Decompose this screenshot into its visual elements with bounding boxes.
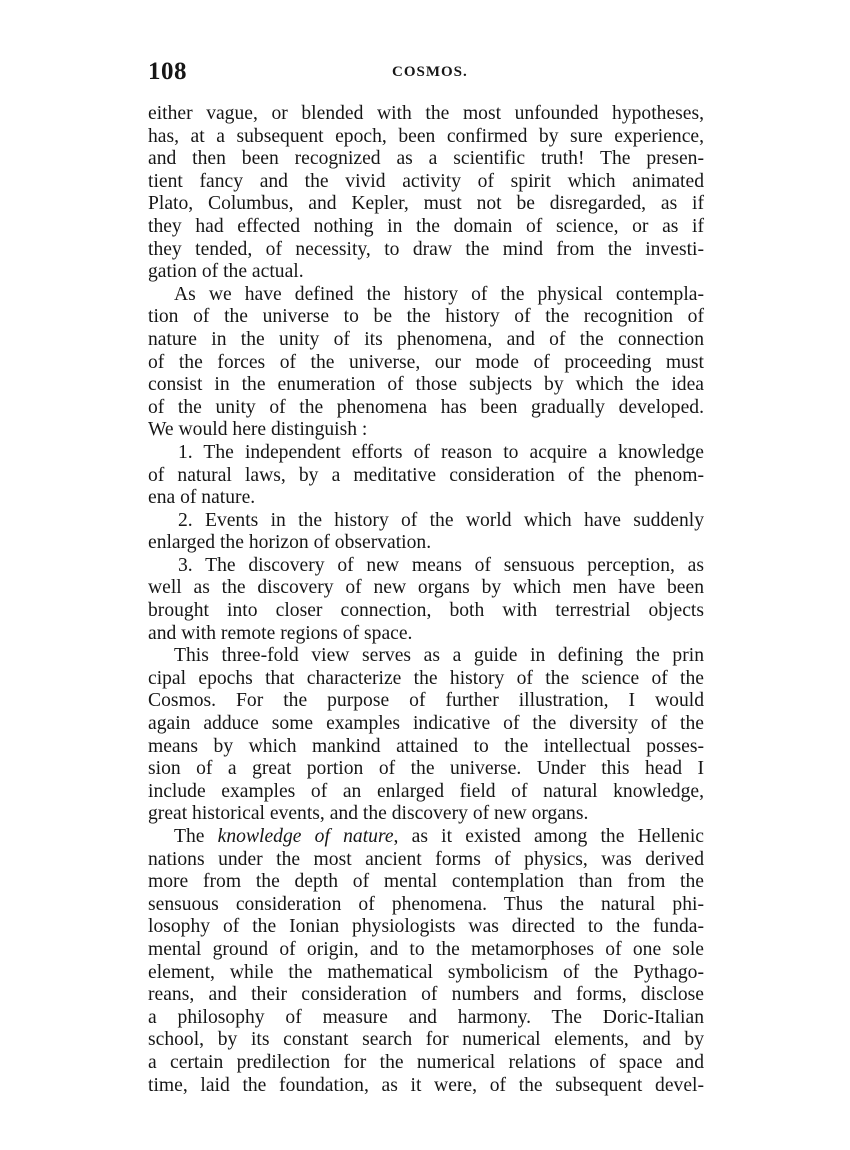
text-fragment: The	[174, 826, 218, 847]
text-line: 2. Events in the history of the world which have suddenly	[178, 509, 704, 531]
text-line: mental ground of origin, and to the metamorphoses of one sole	[148, 938, 704, 960]
text-line: sion of a great portion of the universe. Under this head I	[148, 758, 704, 780]
text-line: great historical events, and the discovery of new organs.	[148, 803, 589, 825]
text-line: of natural laws, by a meditative consideration of the phenom-	[148, 464, 704, 486]
text-line: and then been recognized as a scientific truth! The presen-	[148, 148, 704, 170]
text-line: has, at a subsequent epoch, been confirmed by sure experience,	[148, 125, 704, 147]
text-line: tion of the universe to be the history of the recognition of	[148, 306, 704, 328]
text-line: and with remote regions of space.	[148, 622, 413, 644]
text-line: more from the depth of mental contemplation than from the	[148, 871, 704, 893]
text-fragment: , as it existed among the Hellenic	[393, 826, 704, 847]
running-head	[148, 58, 704, 88]
text-line: means by which mankind attained to the intellectual posses-	[148, 735, 704, 757]
text-line: a philosophy of measure and harmony. The Doric-Italian	[148, 1006, 704, 1028]
page-number: 108	[148, 58, 187, 85]
text-line: of the unity of the phenomena has been gradually developed.	[148, 396, 704, 418]
text-line: time, laid the foundation, as it were, of the subsequent devel-	[148, 1074, 704, 1096]
text-line: tient fancy and the vivid activity of spirit which animated	[148, 170, 704, 192]
text-line: We would here distinguish :	[148, 419, 368, 441]
text-line: they tended, of necessity, to draw the mind from the investi-	[148, 238, 704, 260]
text-line: they had effected nothing in the domain of science, or as if	[148, 215, 704, 237]
text-line: brought into closer connection, both with terrestrial objects	[148, 600, 704, 622]
text-line: a certain predilection for the numerical relations of space and	[148, 1051, 704, 1073]
text-line: ena of nature.	[148, 487, 256, 509]
text-line: sensuous consideration of phenomena. Thus the natural phi-	[148, 893, 704, 915]
text-line: Cosmos. For the purpose of further illustration, I would	[148, 690, 704, 712]
body-text	[148, 103, 704, 1097]
text-line: enlarged the horizon of observation.	[148, 532, 432, 554]
text-line: reans, and their consideration of numbers and forms, disclose	[148, 984, 704, 1006]
text-line	[148, 826, 704, 849]
text-line: consist in the enumeration of those subjects by which the idea	[148, 374, 704, 396]
text-line: cipal epochs that characterize the history of the science of the	[148, 667, 704, 689]
text-line: again adduce some examples indicative of the diversity of the	[148, 713, 704, 735]
text-line: of the forces of the universe, our mode of proceeding must	[148, 351, 704, 373]
text-line: gation of the actual.	[148, 261, 304, 283]
text-line: Plato, Columbus, and Kepler, must not be disregarded, as if	[148, 193, 704, 215]
text-line: well as the discovery of new organs by which men have been	[148, 577, 704, 599]
text-line: element, while the mathematical symbolicism of the Pythago-	[148, 961, 704, 983]
running-title: COSMOS.	[392, 64, 468, 80]
text-line: include examples of an enlarged field of natural knowledge,	[148, 780, 704, 802]
text-line: As we have defined the history of the physical contempla-	[174, 283, 704, 305]
text-line: either vague, or blended with the most unfounded hypotheses,	[148, 103, 704, 124]
italic-phrase: knowledge of nature	[217, 826, 394, 847]
text-line: 1. The independent efforts of reason to acquire a knowledge	[178, 441, 704, 463]
text-line: 3. The discovery of new means of sensuous perception, as	[178, 554, 704, 576]
text-line: losophy of the Ionian physiologists was directed to the funda-	[148, 916, 704, 938]
text-line: This three-fold view serves as a guide in defining the prin	[174, 645, 704, 667]
text-line: nations under the most ancient forms of physics, was derived	[148, 848, 704, 870]
text-line: school, by its constant search for numerical elements, and by	[148, 1029, 704, 1051]
text-line: nature in the unity of its phenomena, and of the connection	[148, 328, 704, 350]
